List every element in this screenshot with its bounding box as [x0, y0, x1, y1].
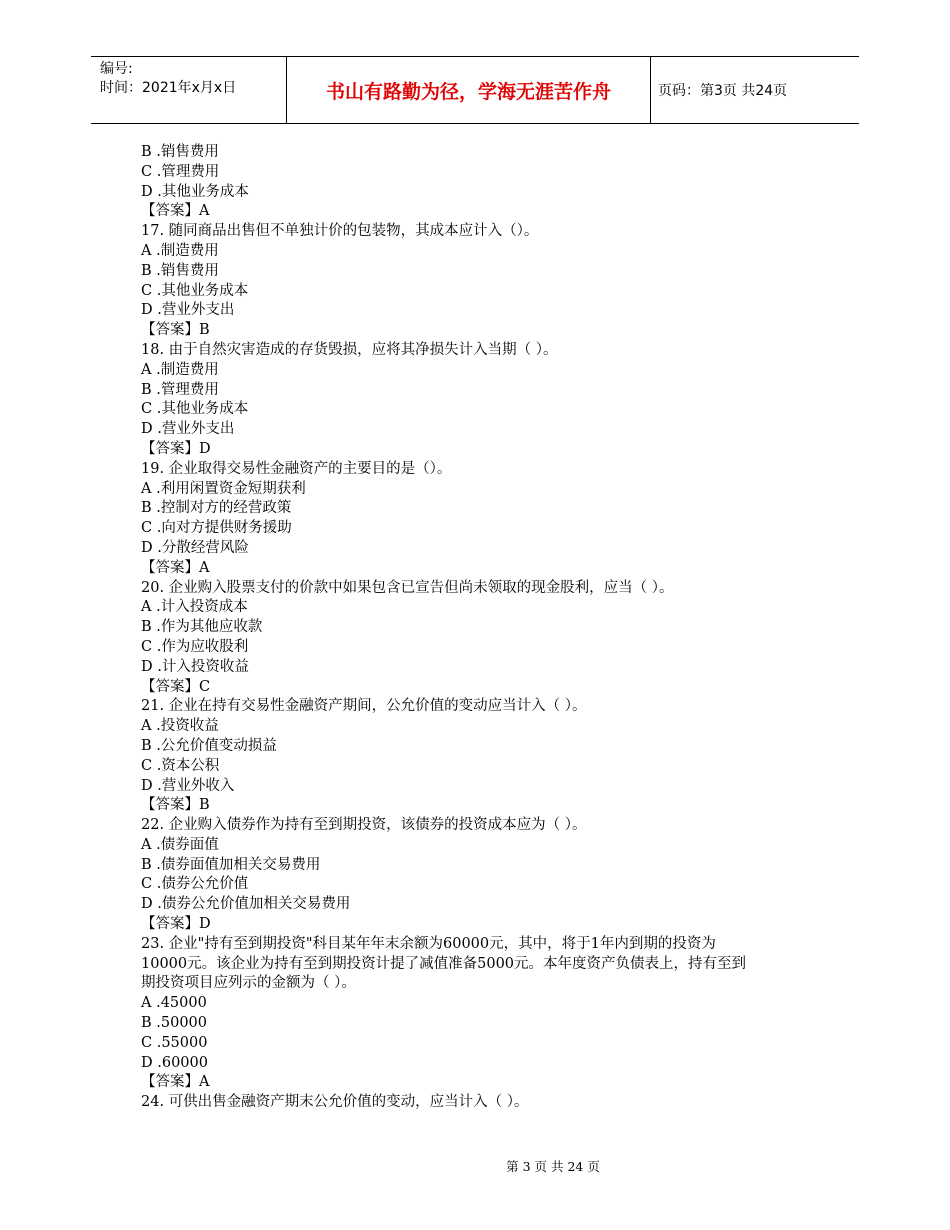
text-line: B .作为其他应收款 [141, 619, 263, 636]
text-line: C .管理费用 [141, 163, 220, 180]
text-line: B .销售费用 [141, 262, 219, 279]
text-line: B .债券面值加相关交易费用 [141, 856, 321, 873]
text-line: B .管理费用 [141, 381, 219, 398]
text-line: C .55000 [141, 1034, 208, 1051]
text-line: D .分散经营风险 [141, 539, 249, 556]
document-body [141, 143, 841, 1113]
text-line: C .向对方提供财务援助 [141, 520, 292, 537]
text-line: 【答案】A [141, 559, 210, 576]
text-line: 22. 企业购入债券作为持有至到期投资，该债券的投资成本应为（ ）。 [141, 817, 587, 834]
text-line: C .其他业务成本 [141, 401, 249, 418]
text-line: A .计入投资成本 [141, 599, 248, 616]
text-line: 【答案】A [141, 1074, 210, 1091]
text-line: B .50000 [141, 1015, 208, 1032]
text-line: B .控制对方的经营政策 [141, 500, 292, 517]
text-line: 20. 企业购入股票支付的价款中如果包含已宣告但尚未领取的现金股利，应当（ ）。 [141, 579, 674, 596]
text-line: D .计入投资收益 [141, 658, 249, 675]
text-line: A .45000 [141, 995, 207, 1012]
text-line: A .制造费用 [141, 361, 219, 378]
text-line: 17. 随同商品出售但不单独计价的包装物，其成本应计入（）。 [141, 223, 539, 240]
page-footer: 第 3 页 共 24 页 [506, 1159, 600, 1174]
text-line: 【答案】D [141, 916, 211, 933]
header-page-info: 页码：第3页 共24页 [658, 83, 788, 99]
text-line: C .作为应收股利 [141, 638, 249, 655]
text-line: A .债券面值 [141, 836, 219, 853]
text-line: 21. 企业在持有交易性金融资产期间，公允价值的变动应当计入（ ）。 [141, 698, 587, 715]
text-line: D .营业外收入 [141, 777, 235, 794]
text-line: B .公允价值变动损益 [141, 737, 277, 754]
text-line: C .其他业务成本 [141, 282, 249, 299]
text-line: C .债券公允价值 [141, 876, 249, 893]
header-motto: 书山有路勤为径，学海无涯苦作舟 [286, 57, 651, 123]
text-line: 19. 企业取得交易性金融资产的主要目的是（）。 [141, 460, 452, 477]
text-line: D .营业外支出 [141, 421, 235, 438]
text-line: D .债券公允价值加相关交易费用 [141, 896, 351, 913]
text-line: A .利用闲置资金短期获利 [141, 480, 306, 497]
text-line: 【答案】B [141, 322, 210, 339]
time-label: 时间：2021年x月x日 [100, 80, 237, 96]
text-line: D .60000 [141, 1054, 208, 1071]
page-header [91, 56, 859, 124]
text-line: 18. 由于自然灾害造成的存货毁损，应将其净损失计入当期（ ）。 [141, 341, 558, 358]
text-line: 【答案】C [141, 678, 211, 695]
text-line: 期投资项目应列示的金额为（ ）。 [141, 975, 356, 992]
text-line: A .制造费用 [141, 242, 219, 259]
text-line: 【答案】D [141, 440, 211, 457]
text-line: A .投资收益 [141, 718, 219, 735]
header-meta [91, 57, 286, 123]
text-line: 23. 企业"持有至到期投资"科目某年年末余额为60000元，其中，将于1年内到期的投资为 [141, 935, 716, 952]
text-line: D .其他业务成本 [141, 183, 249, 200]
text-line: 24. 可供出售金融资产期末公允价值的变动，应当计入（ ）。 [141, 1094, 529, 1111]
text-line: 【答案】B [141, 797, 210, 814]
text-line: 10000元。该企业为持有至到期投资计提了减值准备5000元。本年度资产负债表上，持有至到 [141, 955, 747, 972]
number-label: 编号: [100, 61, 133, 77]
text-line: C .资本公积 [141, 757, 220, 774]
text-line: 【答案】A [141, 203, 210, 220]
text-line: D .营业外支出 [141, 302, 235, 319]
text-line: B .销售费用 [141, 144, 219, 160]
